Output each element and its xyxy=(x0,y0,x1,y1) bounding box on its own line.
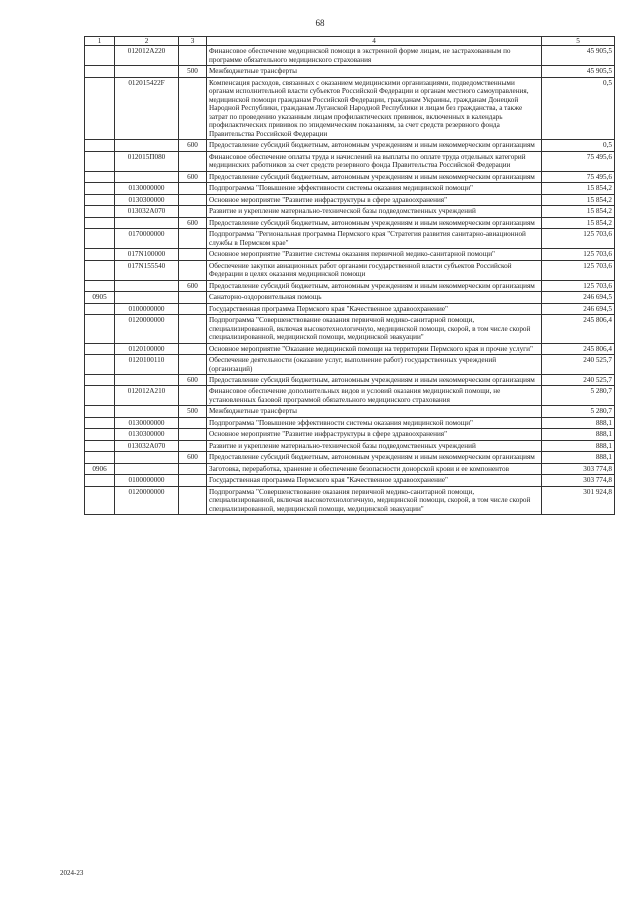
item-name-cell: Предоставление субсидий бюджетным, автономным учреждениям и иным некоммерческим организациям xyxy=(207,374,542,385)
amount-cell: 303 774,8 xyxy=(542,475,615,486)
item-name-cell: Обеспечение закупки авиационных работ органами государственной власти субъектов Российской Федерации в целях оказания медицинской помощи xyxy=(207,260,542,280)
expense-kind-cell: 500 xyxy=(179,406,207,417)
item-name-cell: Предоставление субсидий бюджетным, автономным учреждениям и иным некоммерческим организациям xyxy=(207,452,542,463)
target-code-cell: 017N100000 xyxy=(115,249,179,260)
target-code-cell: 012015П080 xyxy=(115,151,179,171)
expense-kind-cell xyxy=(179,429,207,440)
table-row xyxy=(85,452,615,463)
table-row xyxy=(85,217,615,228)
table-row xyxy=(85,406,615,417)
section-code-cell xyxy=(85,171,115,182)
expense-kind-cell xyxy=(179,183,207,194)
expense-kind-cell xyxy=(179,463,207,474)
amount-cell: 125 703,6 xyxy=(542,229,615,249)
table-row xyxy=(85,417,615,428)
item-name-cell: Подпрограмма "Региональная программа Пермского края "Стратегия развития санитарно-авиационной службы в Пермском крае" xyxy=(207,229,542,249)
item-name-cell: Финансовое обеспечение дополнительных видов и условий оказания медицинской помощи, не установленных базовой программой обязательного медицинского страхования xyxy=(207,386,542,406)
expense-kind-cell: 600 xyxy=(179,452,207,463)
amount-cell: 125 703,6 xyxy=(542,249,615,260)
table-row xyxy=(85,46,615,66)
amount-cell: 0,5 xyxy=(542,140,615,151)
target-code-cell: 0170000000 xyxy=(115,229,179,249)
expense-kind-cell xyxy=(179,303,207,314)
table-row xyxy=(85,280,615,291)
item-name-cell: Санаторно-оздоровительная помощь xyxy=(207,292,542,303)
amount-cell: 5 280,7 xyxy=(542,406,615,417)
item-name-cell: Межбюджетные трансферты xyxy=(207,66,542,77)
target-code-cell xyxy=(115,217,179,228)
expense-kind-cell xyxy=(179,355,207,375)
target-code-cell: 0130000000 xyxy=(115,417,179,428)
section-code-cell xyxy=(85,440,115,451)
expense-kind-cell xyxy=(179,475,207,486)
item-name-cell: Основное мероприятие "Развитие инфраструктуры в сфере здравоохранения" xyxy=(207,429,542,440)
expense-kind-cell xyxy=(179,486,207,514)
section-code-cell xyxy=(85,486,115,514)
table-row xyxy=(85,151,615,171)
target-code-cell: 012015422F xyxy=(115,77,179,139)
table-row xyxy=(85,171,615,182)
section-code-cell xyxy=(85,77,115,139)
item-name-cell: Развитие и укрепление материально-технической базы подведомственных учреждений xyxy=(207,440,542,451)
amount-cell: 5 280,7 xyxy=(542,386,615,406)
expense-kind-cell xyxy=(179,386,207,406)
amount-cell: 15 854,2 xyxy=(542,183,615,194)
expense-kind-cell xyxy=(179,315,207,343)
table-row xyxy=(85,77,615,139)
expense-kind-cell xyxy=(179,343,207,354)
section-code-cell xyxy=(85,452,115,463)
item-name-cell: Предоставление субсидий бюджетным, автономным учреждениям и иным некоммерческим организациям xyxy=(207,217,542,228)
section-code-cell xyxy=(85,140,115,151)
target-code-cell xyxy=(115,292,179,303)
section-code-cell xyxy=(85,194,115,205)
section-code-cell xyxy=(85,374,115,385)
section-code-cell xyxy=(85,229,115,249)
section-code-cell xyxy=(85,475,115,486)
item-name-cell: Основное мероприятие "Развитие инфраструктуры в сфере здравоохранения" xyxy=(207,194,542,205)
table-header-row xyxy=(85,37,615,46)
section-code-cell xyxy=(85,151,115,171)
item-name-cell: Государственная программа Пермского края "Качественное здравоохранение" xyxy=(207,475,542,486)
expense-kind-cell xyxy=(179,417,207,428)
table-row xyxy=(85,183,615,194)
table-row xyxy=(85,303,615,314)
item-name-cell: Финансовое обеспечение оплаты труда и начислений на выплаты по оплате труда отдельных категорий медицинских работников за счет средств резервного фонда Правительства Российской Федерации xyxy=(207,151,542,171)
expense-kind-cell xyxy=(179,229,207,249)
header-cell: 5 xyxy=(542,37,615,46)
item-name-cell: Основное мероприятие "Развитие системы оказания первичной медико-санитарной помощи" xyxy=(207,249,542,260)
table-row xyxy=(85,66,615,77)
target-code-cell xyxy=(115,280,179,291)
section-code-cell xyxy=(85,66,115,77)
expense-kind-cell xyxy=(179,77,207,139)
table-row xyxy=(85,194,615,205)
item-name-cell: Основное мероприятие "Оказание медицинской помощи на территории Пермского края и прочие услуги" xyxy=(207,343,542,354)
amount-cell: 0,5 xyxy=(542,77,615,139)
section-code-cell xyxy=(85,406,115,417)
expense-kind-cell xyxy=(179,292,207,303)
page-number: 68 xyxy=(315,18,325,28)
amount-cell: 888,1 xyxy=(542,429,615,440)
section-code-cell xyxy=(85,249,115,260)
amount-cell: 240 525,7 xyxy=(542,355,615,375)
target-code-cell: 012012А220 xyxy=(115,46,179,66)
header-cell: 1 xyxy=(85,37,115,46)
amount-cell: 301 924,8 xyxy=(542,486,615,514)
item-name-cell: Подпрограмма "Повышение эффективности системы оказания медицинской помощи" xyxy=(207,183,542,194)
target-code-cell: 0100000000 xyxy=(115,303,179,314)
item-name-cell: Подпрограмма "Совершенствование оказания первичной медико-санитарной помощи, специализированной, включая высокотехнологичную, медицинской помощи, скорой, в том числе скорой специализированной, медицинской помощи, медицинской эвакуации" xyxy=(207,486,542,514)
target-code-cell: 0100000000 xyxy=(115,475,179,486)
expense-kind-cell xyxy=(179,440,207,451)
target-code-cell: 0120000000 xyxy=(115,486,179,514)
table-row xyxy=(85,292,615,303)
table-row xyxy=(85,463,615,474)
item-name-cell: Предоставление субсидий бюджетным, автономным учреждениям и иным некоммерческим организациям xyxy=(207,280,542,291)
target-code-cell xyxy=(115,374,179,385)
table-row xyxy=(85,486,615,514)
table-row xyxy=(85,315,615,343)
section-code-cell xyxy=(85,386,115,406)
expense-kind-cell xyxy=(179,249,207,260)
header-cell: 4 xyxy=(207,37,542,46)
section-code-cell xyxy=(85,343,115,354)
item-name-cell: Заготовка, переработка, хранение и обеспечение безопасности донорской крови и ее компонентов xyxy=(207,463,542,474)
expense-kind-cell: 600 xyxy=(179,217,207,228)
target-code-cell: 013032А070 xyxy=(115,206,179,217)
budget-table xyxy=(84,36,615,515)
section-code-cell xyxy=(85,429,115,440)
target-code-cell xyxy=(115,463,179,474)
expense-kind-cell: 600 xyxy=(179,280,207,291)
item-name-cell: Предоставление субсидий бюджетным, автономным учреждениям и иным некоммерческим организациям xyxy=(207,171,542,182)
section-code-cell xyxy=(85,46,115,66)
target-code-cell: 017N155540 xyxy=(115,260,179,280)
item-name-cell: Подпрограмма "Совершенствование оказания первичной медико-санитарной помощи, специализированной, включая высокотехнологичную, медицинской помощи, скорой, в том числе скорой специализированной, медицинской помощи, медицинской эвакуации" xyxy=(207,315,542,343)
target-code-cell xyxy=(115,406,179,417)
target-code-cell xyxy=(115,452,179,463)
item-name-cell: Государственная программа Пермского края "Качественное здравоохранение" xyxy=(207,303,542,314)
target-code-cell: 0120100000 xyxy=(115,343,179,354)
item-name-cell: Компенсация расходов, связанных с оказанием медицинскими организациями, подведомственными органам исполнительной власти субъектов Российской Федерации и органам местного самоуправления, медицинской помощи гражданам Российской Федерации, гражданам Украины, гражданам Донецкой Народной Республики, гражданам Луганской Народной Республики и лицам без гражданства, а также затрат по проведению указанным лицам профилактических прививок, включенных в календарь профилактических прививок по эпидемическим показаниям, за счет средств резервного фонда Правительства Российской Федерации xyxy=(207,77,542,139)
section-code-cell: 0906 xyxy=(85,463,115,474)
amount-cell: 45 905,5 xyxy=(542,46,615,66)
section-code-cell xyxy=(85,280,115,291)
amount-cell: 125 703,6 xyxy=(542,280,615,291)
item-name-cell: Предоставление субсидий бюджетным, автономным учреждениям и иным некоммерческим организациям xyxy=(207,140,542,151)
amount-cell: 888,1 xyxy=(542,417,615,428)
expense-kind-cell xyxy=(179,151,207,171)
target-code-cell xyxy=(115,140,179,151)
target-code-cell: 0130000000 xyxy=(115,183,179,194)
table-row xyxy=(85,475,615,486)
expense-kind-cell: 600 xyxy=(179,140,207,151)
section-code-cell xyxy=(85,355,115,375)
amount-cell: 303 774,8 xyxy=(542,463,615,474)
target-code-cell: 013032А070 xyxy=(115,440,179,451)
target-code-cell: 0130300000 xyxy=(115,429,179,440)
target-code-cell xyxy=(115,66,179,77)
section-code-cell xyxy=(85,303,115,314)
amount-cell: 15 854,2 xyxy=(542,217,615,228)
item-name-cell: Обеспечение деятельности (оказание услуг, выполнение работ) государственных учреждений (организаций) xyxy=(207,355,542,375)
section-code-cell xyxy=(85,315,115,343)
section-code-cell xyxy=(85,217,115,228)
item-name-cell: Подпрограмма "Повышение эффективности системы оказания медицинской помощи" xyxy=(207,417,542,428)
amount-cell: 245 806,4 xyxy=(542,315,615,343)
amount-cell: 75 495,6 xyxy=(542,171,615,182)
item-name-cell: Межбюджетные трансферты xyxy=(207,406,542,417)
table-row xyxy=(85,260,615,280)
expense-kind-cell xyxy=(179,194,207,205)
expense-kind-cell xyxy=(179,206,207,217)
target-code-cell: 0120100110 xyxy=(115,355,179,375)
footer-code: 2024-23 xyxy=(60,869,84,877)
table-row xyxy=(85,355,615,375)
amount-cell: 15 854,2 xyxy=(542,194,615,205)
header-cell: 2 xyxy=(115,37,179,46)
table-row xyxy=(85,343,615,354)
target-code-cell xyxy=(115,171,179,182)
amount-cell: 125 703,6 xyxy=(542,260,615,280)
amount-cell: 246 694,5 xyxy=(542,292,615,303)
section-code-cell xyxy=(85,183,115,194)
header-cell: 3 xyxy=(179,37,207,46)
table-row xyxy=(85,429,615,440)
expense-kind-cell: 500 xyxy=(179,66,207,77)
amount-cell: 245 806,4 xyxy=(542,343,615,354)
section-code-cell xyxy=(85,260,115,280)
item-name-cell: Финансовое обеспечение медицинской помощи в экстренной форме лицам, не застрахованным по программе обязательного медицинского страхования xyxy=(207,46,542,66)
table-row xyxy=(85,249,615,260)
expense-kind-cell xyxy=(179,46,207,66)
target-code-cell: 0120000000 xyxy=(115,315,179,343)
amount-cell: 240 525,7 xyxy=(542,374,615,385)
table-row xyxy=(85,386,615,406)
amount-cell: 45 905,5 xyxy=(542,66,615,77)
section-code-cell xyxy=(85,417,115,428)
amount-cell: 75 495,6 xyxy=(542,151,615,171)
section-code-cell: 0905 xyxy=(85,292,115,303)
table-row xyxy=(85,440,615,451)
item-name-cell: Развитие и укрепление материально-технической базы подведомственных учреждений xyxy=(207,206,542,217)
table-row xyxy=(85,206,615,217)
amount-cell: 888,1 xyxy=(542,452,615,463)
expense-kind-cell: 600 xyxy=(179,374,207,385)
table-row xyxy=(85,140,615,151)
expense-kind-cell xyxy=(179,260,207,280)
amount-cell: 15 854,2 xyxy=(542,206,615,217)
section-code-cell xyxy=(85,206,115,217)
expense-kind-cell: 600 xyxy=(179,171,207,182)
target-code-cell: 0130300000 xyxy=(115,194,179,205)
table-row xyxy=(85,229,615,249)
amount-cell: 888,1 xyxy=(542,440,615,451)
table-row xyxy=(85,374,615,385)
amount-cell: 246 694,5 xyxy=(542,303,615,314)
target-code-cell: 012012А210 xyxy=(115,386,179,406)
